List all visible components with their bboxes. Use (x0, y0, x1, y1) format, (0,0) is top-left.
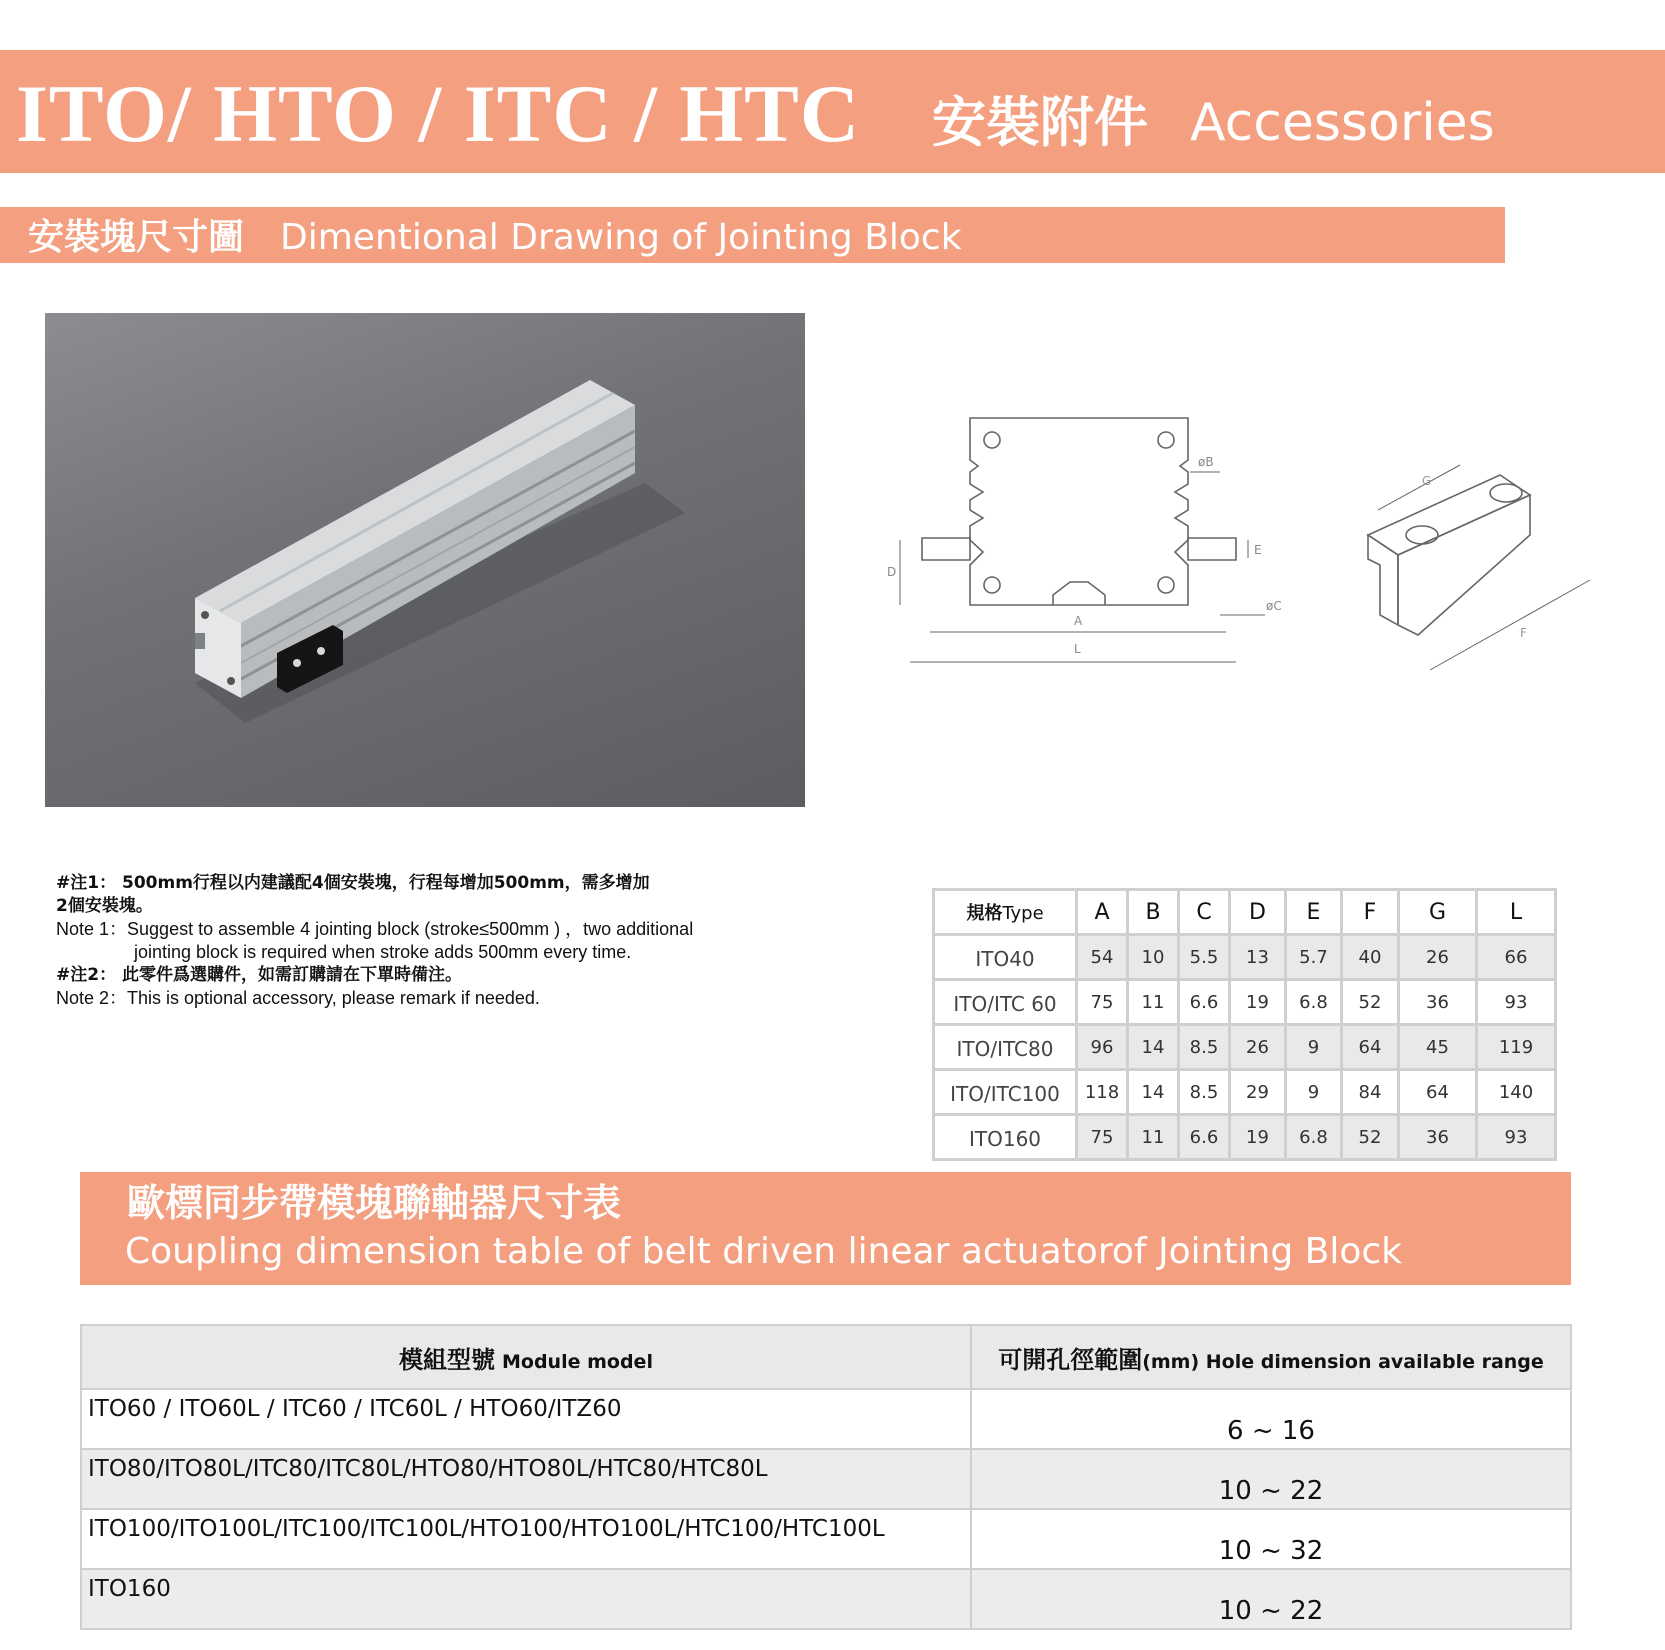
spec-cell: 10 (1128, 935, 1179, 980)
coupling-table-header (81, 1325, 1571, 1389)
spec-cell: 119 (1477, 1025, 1556, 1070)
spec-cell: 13 (1230, 935, 1286, 980)
spec-cell: 5.5 (1179, 935, 1230, 980)
spec-header-c: C (1179, 890, 1230, 935)
dim-label-d: D (887, 565, 897, 579)
spec-cell: 40 (1342, 935, 1399, 980)
spec-cell: 118 (1077, 1070, 1128, 1115)
coupling-table-row (81, 1389, 1571, 1449)
dim-label-c: øC (1266, 599, 1282, 613)
note1-en-cont: jointing block is required when stroke adds 500mm every time. (134, 942, 632, 962)
coupling-table (80, 1324, 1572, 1630)
spec-cell-type: ITO/ITC 60 (934, 980, 1077, 1025)
spec-cell: 9 (1286, 1025, 1342, 1070)
dim-label-g: G (1422, 474, 1432, 488)
dim-label-e: E (1254, 543, 1262, 557)
coupling-header-range: 可開孔徑範圍(mm) Hole dimension available range (971, 1325, 1571, 1389)
spec-cell: 9 (1286, 1070, 1342, 1115)
spec-cell: 6.8 (1286, 1115, 1342, 1160)
spec-header-d: D (1230, 890, 1286, 935)
spec-cell: 6.6 (1179, 980, 1230, 1025)
note2-en: Note 2：This is optional accessory, please remark if needed. (56, 988, 540, 1008)
note1-cn-cont: 2個安裝塊。 (56, 896, 153, 916)
section2-title-cn: 歐標同步帶模塊聯軸器尺寸表 (127, 1181, 622, 1225)
spec-cell-type: ITO40 (934, 935, 1077, 980)
aluminum-profile-illustration (45, 313, 805, 807)
spec-table-row (934, 980, 1556, 1025)
coupling-cell-range: 10 ~ 22 (971, 1449, 1571, 1509)
spec-cell: 66 (1477, 935, 1556, 980)
cross-section-drawing (870, 400, 1300, 710)
spec-cell: 19 (1230, 1115, 1286, 1160)
spec-header-a: A (1077, 890, 1128, 935)
spec-cell: 140 (1477, 1070, 1556, 1115)
page-title-en: Accessories (1190, 93, 1495, 153)
spec-cell: 64 (1342, 1025, 1399, 1070)
dim-label-f: F (1520, 626, 1527, 640)
spec-cell: 36 (1399, 1115, 1477, 1160)
spec-table-header (934, 890, 1556, 935)
section1-title-cn: 安裝塊尺寸圖 (28, 217, 245, 258)
spec-cell: 6.8 (1286, 980, 1342, 1025)
spec-cell: 84 (1342, 1070, 1399, 1115)
spec-cell: 14 (1128, 1025, 1179, 1070)
dim-label-l: L (1074, 642, 1081, 656)
spec-cell: 64 (1399, 1070, 1477, 1115)
spec-cell: 26 (1230, 1025, 1286, 1070)
section2-title-en: Coupling dimension table of belt driven linear actuatorof Jointing Block (125, 1231, 1403, 1272)
spec-table-row (934, 1025, 1556, 1070)
spec-table-row (934, 935, 1556, 980)
spec-cell: 8.5 (1179, 1025, 1230, 1070)
spec-header-l: L (1477, 890, 1556, 935)
spec-cell: 11 (1128, 980, 1179, 1025)
coupling-cell-model: ITO100/ITO100L/ITC100/ITC100L/HTO100/HTO100L/HTC100/HTC100L (81, 1509, 971, 1569)
spec-header-f: F (1342, 890, 1399, 935)
coupling-cell-range: 10 ~ 32 (971, 1509, 1571, 1569)
spec-cell: 93 (1477, 980, 1556, 1025)
page-title-cn: 安裝附件 (932, 91, 1148, 154)
spec-header-b: B (1128, 890, 1179, 935)
coupling-table-row (81, 1509, 1571, 1569)
page-title: ITO/ HTO / ITC / HTC (16, 68, 861, 159)
spec-cell: 5.7 (1286, 935, 1342, 980)
spec-cell: 36 (1399, 980, 1477, 1025)
spec-cell: 11 (1128, 1115, 1179, 1160)
spec-cell: 19 (1230, 980, 1286, 1025)
coupling-table-row (81, 1449, 1571, 1509)
coupling-cell-range: 10 ~ 22 (971, 1569, 1571, 1629)
coupling-table-row (81, 1569, 1571, 1629)
section1-title-en: Dimentional Drawing of Jointing Block (280, 217, 962, 258)
spec-cell: 45 (1399, 1025, 1477, 1070)
spec-cell: 75 (1077, 1115, 1128, 1160)
spec-header-type: 規格Type (934, 890, 1077, 935)
spec-cell: 6.6 (1179, 1115, 1230, 1160)
note1-en: Note 1：Suggest to assemble 4 jointing block (stroke≤500mm ) ，two additional (56, 919, 694, 939)
coupling-cell-model: ITO60 / ITO60L / ITC60 / ITC60L / HTO60/ITZ60 (81, 1389, 971, 1449)
spec-cell: 52 (1342, 980, 1399, 1025)
spec-cell: 75 (1077, 980, 1128, 1025)
dim-label-a: A (1074, 614, 1083, 628)
dim-label-b: øB (1198, 455, 1214, 469)
coupling-cell-model: ITO80/ITO80L/ITC80/ITC80L/HTO80/HTO80L/HTC80/HTC80L (81, 1449, 971, 1509)
spec-cell: 8.5 (1179, 1070, 1230, 1115)
spec-cell: 29 (1230, 1070, 1286, 1115)
spec-cell: 26 (1399, 935, 1477, 980)
spec-cell: 54 (1077, 935, 1128, 980)
notes (56, 872, 756, 1010)
coupling-header-model: 模組型號 Module model (81, 1325, 971, 1389)
jointing-block-drawing (1360, 455, 1605, 695)
spec-table-row (934, 1070, 1556, 1115)
note1-cn: #注1： 500mm行程以内建議配4個安裝塊，行程每增加500mm，需多增加 (56, 873, 650, 893)
spec-cell: 52 (1342, 1115, 1399, 1160)
spec-table (932, 888, 1557, 1161)
spec-cell: 96 (1077, 1025, 1128, 1070)
spec-header-e: E (1286, 890, 1342, 935)
spec-cell-type: ITO160 (934, 1115, 1077, 1160)
spec-table-row (934, 1115, 1556, 1160)
coupling-cell-range: 6 ~ 16 (971, 1389, 1571, 1449)
product-photo (45, 313, 805, 807)
spec-header-g: G (1399, 890, 1477, 935)
spec-cell-type: ITO/ITC80 (934, 1025, 1077, 1070)
spec-cell: 14 (1128, 1070, 1179, 1115)
note2-cn: #注2： 此零件爲選購件，如需訂購請在下單時備注。 (56, 965, 462, 985)
spec-cell-type: ITO/ITC100 (934, 1070, 1077, 1115)
coupling-cell-model: ITO160 (81, 1569, 971, 1629)
spec-cell: 93 (1477, 1115, 1556, 1160)
